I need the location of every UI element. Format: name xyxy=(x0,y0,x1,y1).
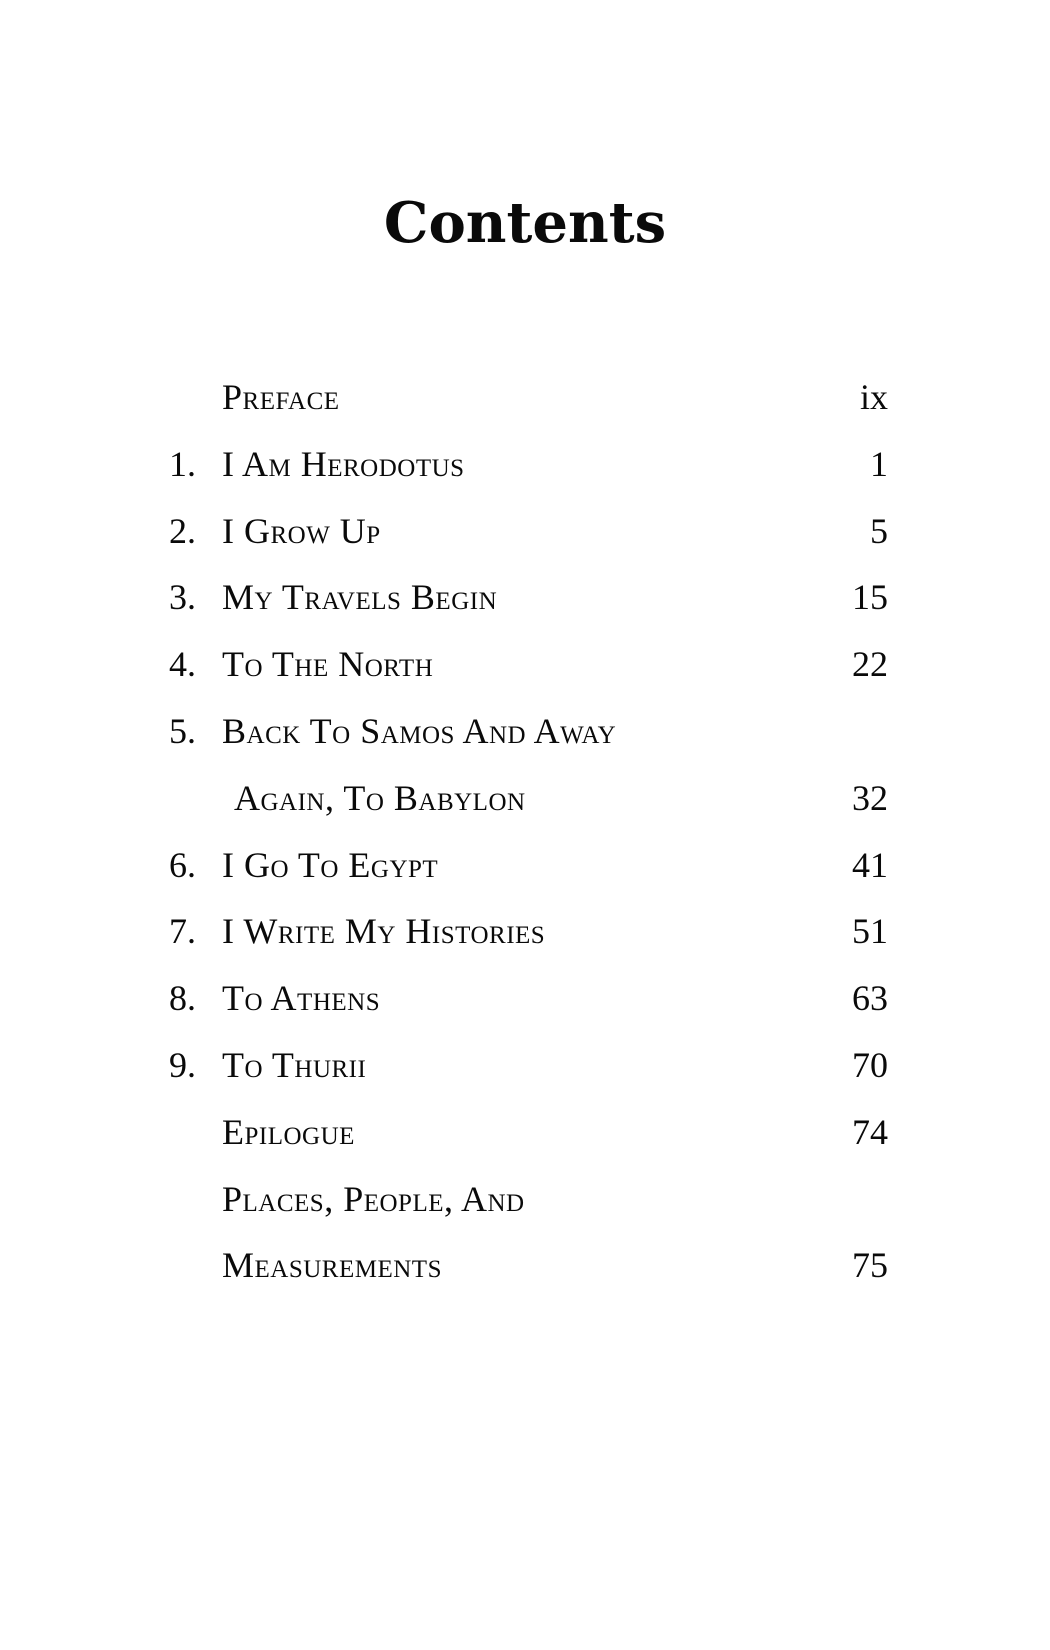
chapter-title: I Grow Up xyxy=(222,510,381,551)
chapter-number: 4. xyxy=(169,644,196,685)
toc-row xyxy=(160,498,888,565)
toc-row xyxy=(160,832,888,899)
chapter-number: 5. xyxy=(169,710,196,751)
chapter-number: 2. xyxy=(169,510,196,551)
page-number: ix xyxy=(859,377,888,417)
toc-row xyxy=(160,1099,888,1166)
chapter-title: I Am Herodotus xyxy=(222,443,465,484)
chapter-title: To Athens xyxy=(222,978,381,1019)
toc-row xyxy=(160,698,888,765)
page-number: 22 xyxy=(852,644,888,685)
chapter-title: Places, People, And xyxy=(222,1178,525,1219)
chapter-title: Epilogue xyxy=(222,1111,355,1152)
chapter-title: Again, To Babylon xyxy=(234,777,526,818)
toc-row xyxy=(160,965,888,1032)
chapter-title: Measurements xyxy=(222,1245,442,1286)
toc-row xyxy=(160,765,888,832)
page-number: 74 xyxy=(852,1111,888,1152)
chapter-number: 7. xyxy=(169,911,196,952)
page-number: 75 xyxy=(852,1245,888,1286)
page-number: 41 xyxy=(852,844,888,885)
toc-row xyxy=(160,364,888,431)
page-number: 15 xyxy=(852,577,888,618)
page-number: 32 xyxy=(852,777,888,818)
toc-row xyxy=(160,1032,888,1099)
page-number: 63 xyxy=(852,978,888,1019)
table-of-contents xyxy=(160,364,888,1299)
chapter-title: Back To Samos And Away xyxy=(222,710,617,751)
page-title: Contents xyxy=(383,190,667,256)
chapter-number: 9. xyxy=(169,1044,196,1085)
chapter-title: My Travels Begin xyxy=(222,577,498,618)
page-number: 70 xyxy=(852,1044,888,1085)
toc-row xyxy=(160,431,888,498)
chapter-number: 1. xyxy=(169,443,196,484)
chapter-title: To The North xyxy=(222,644,434,685)
chapter-number: 3. xyxy=(169,577,196,618)
chapter-number: 8. xyxy=(169,978,196,1019)
chapter-title: To Thurii xyxy=(222,1044,367,1085)
toc-row xyxy=(160,631,888,698)
chapter-title: I Write My Histories xyxy=(222,911,546,952)
page-number: 5 xyxy=(870,510,888,551)
page-number: 1 xyxy=(870,443,888,484)
page-number: 51 xyxy=(852,911,888,952)
chapter-title: I Go To Egypt xyxy=(222,844,439,885)
toc-row xyxy=(160,1166,888,1233)
chapter-number: 6. xyxy=(169,844,196,885)
toc-row xyxy=(160,1232,888,1299)
chapter-title: Preface xyxy=(222,377,340,417)
toc-row xyxy=(160,564,888,631)
toc-row xyxy=(160,898,888,965)
